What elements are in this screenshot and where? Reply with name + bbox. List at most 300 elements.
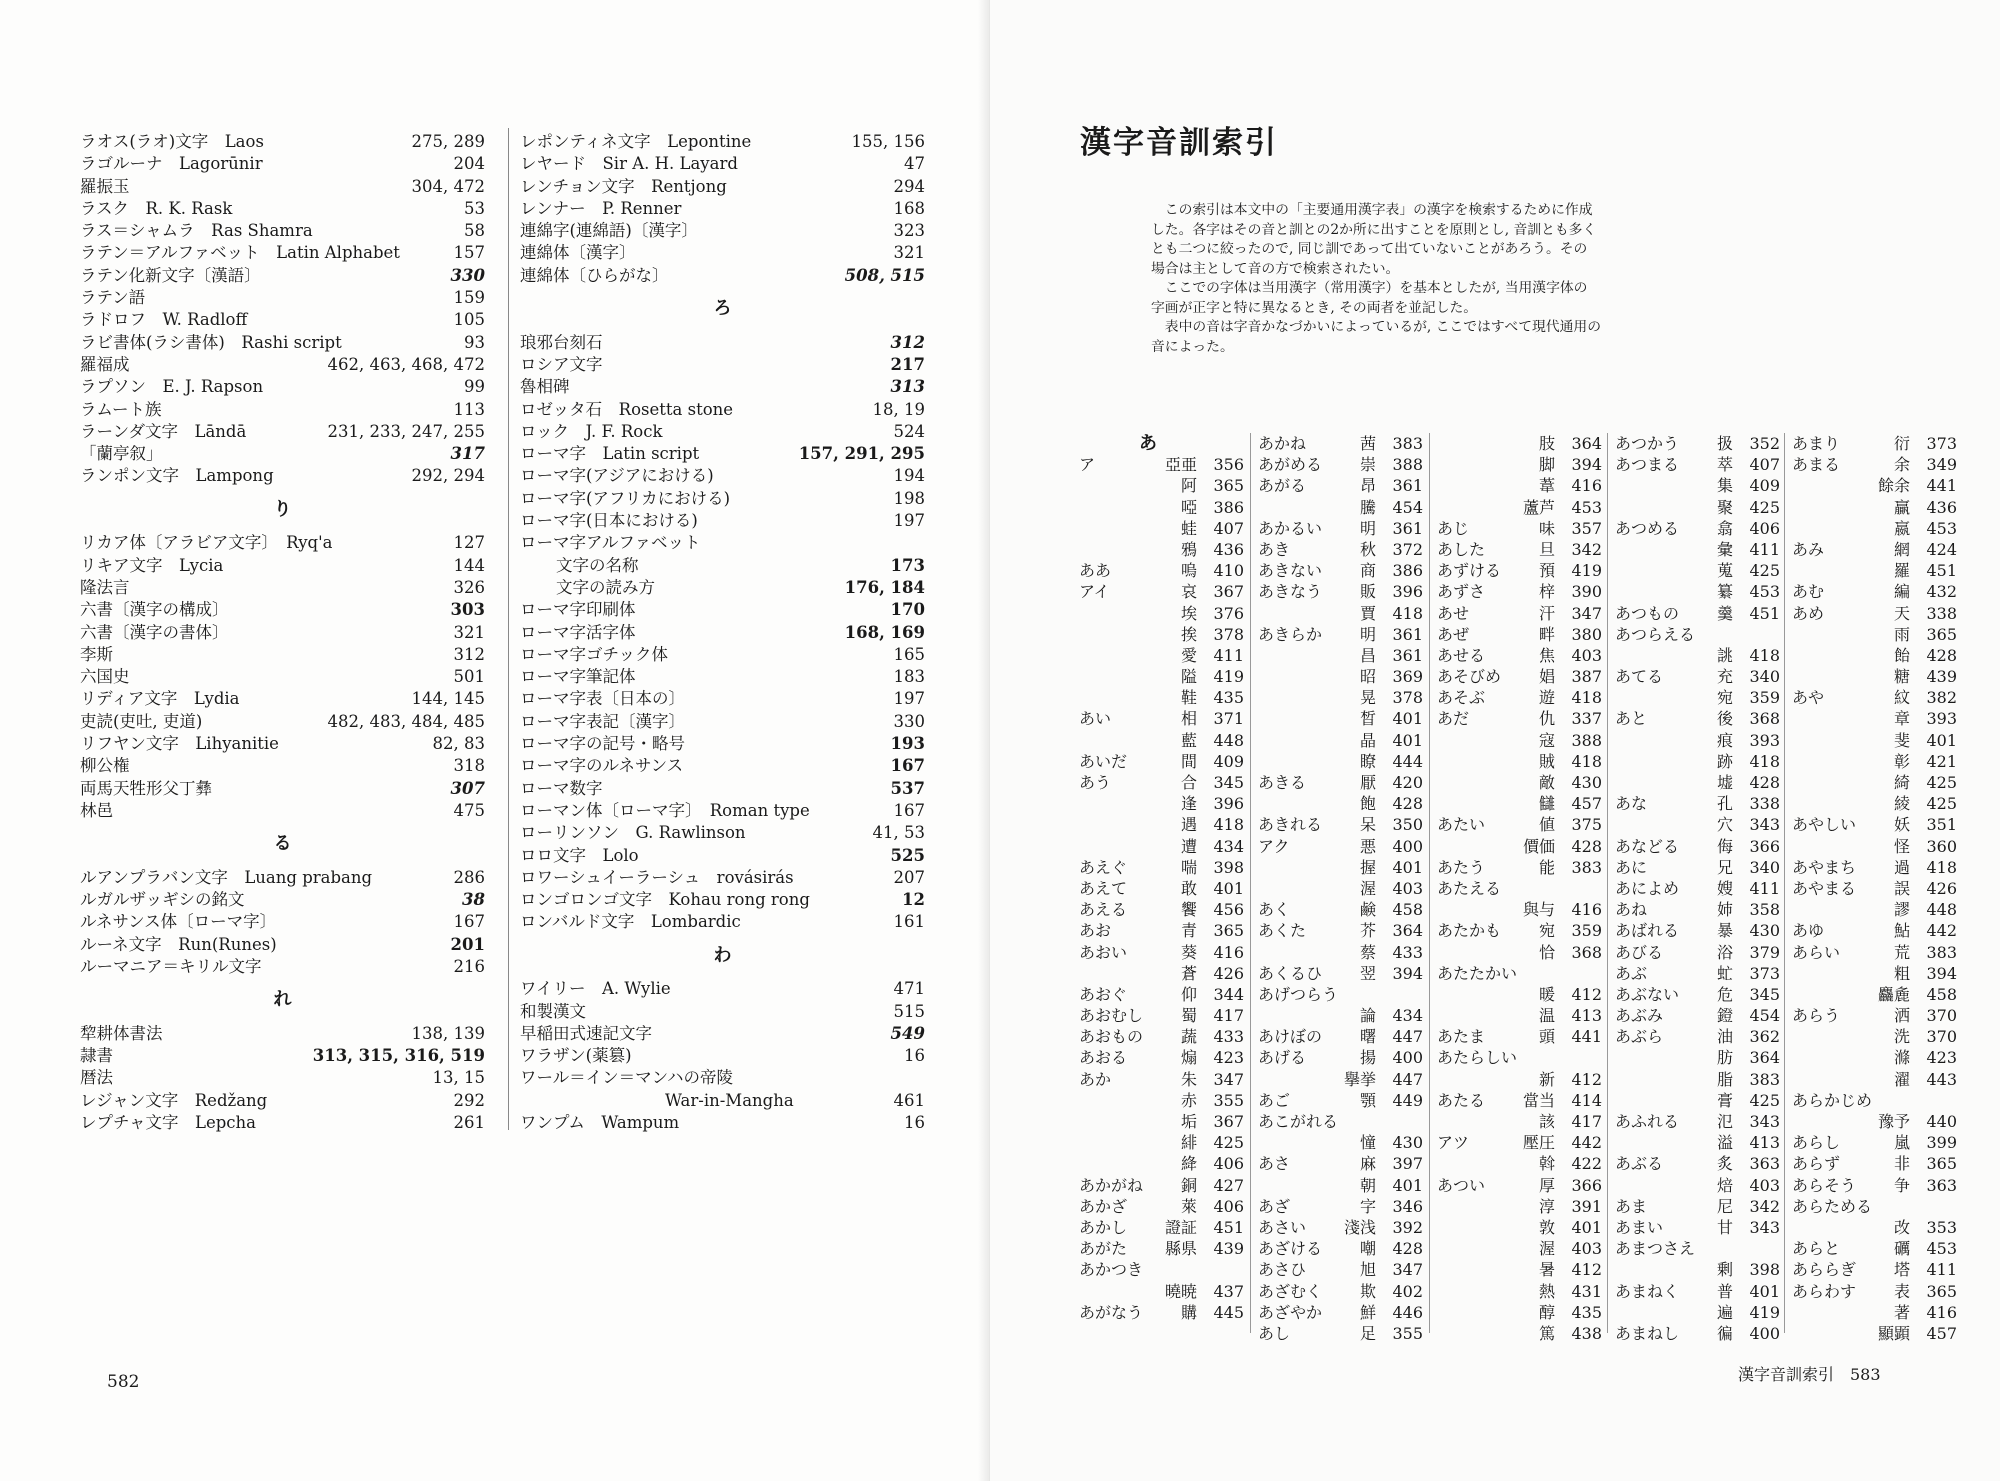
reading-kana: あざやか <box>1258 1302 1323 1322</box>
page-ref: 419 <box>1749 1302 1780 1322</box>
kanji-char: 秋 <box>1359 539 1376 559</box>
entry-term: 文字の読み方 <box>556 577 655 597</box>
reading-entry <box>1079 857 1244 878</box>
index-entry <box>520 555 925 577</box>
reading-entry <box>1258 1259 1423 1280</box>
page-ref: 342 <box>1749 1196 1780 1216</box>
page-ref: 409 <box>1749 476 1780 496</box>
kanji-char: 兄 <box>1716 857 1733 877</box>
kanji-char: 鮎 <box>1893 921 1910 941</box>
kanji-char: 怪 <box>1893 836 1910 856</box>
reading-entry <box>1437 1090 1602 1111</box>
page-ref: 457 <box>1571 794 1602 814</box>
page-ref: 401 <box>1926 730 1957 750</box>
index-entry <box>80 867 485 889</box>
page-ref: 447 <box>1392 1069 1423 1089</box>
reading-kana: あらわす <box>1792 1281 1857 1301</box>
index-entry <box>520 688 925 710</box>
page-ref: 401 <box>1392 709 1423 729</box>
kanji-char: 争 <box>1893 1175 1910 1195</box>
kanji-char: 顯顕 <box>1877 1323 1910 1343</box>
kanji-char: 塔 <box>1893 1260 1910 1280</box>
reading-entry <box>1258 920 1423 941</box>
kanji-char: 畔 <box>1538 624 1555 644</box>
kanji-char: 姉 <box>1716 900 1733 920</box>
entry-pages: 313, 315, 316, 519 <box>312 1046 485 1066</box>
entry-term: ロロ文字 Lolo <box>520 845 639 865</box>
reading-entry <box>1079 1005 1244 1026</box>
page-ref: 399 <box>1926 1133 1957 1153</box>
page-ref: 457 <box>1926 1323 1957 1343</box>
page-ref: 361 <box>1392 624 1423 644</box>
reading-kana: あずさ <box>1437 582 1486 602</box>
reading-entry <box>1079 475 1244 496</box>
reading-entry <box>1437 1238 1602 1259</box>
reading-entry <box>1258 603 1423 624</box>
entry-pages: 170 <box>890 600 925 620</box>
reading-entry <box>1615 751 1780 772</box>
kanji-char: 暴 <box>1716 921 1733 941</box>
kanji-char: 渥 <box>1359 878 1376 898</box>
reading-kana: あきる <box>1258 773 1307 792</box>
entry-pages: 326 <box>453 577 485 597</box>
entry-pages: 176, 184 <box>844 577 925 597</box>
kanji-char: 糖 <box>1893 667 1910 687</box>
page-ref: 425 <box>1749 561 1780 581</box>
entry-term: 魯相碑 <box>520 377 570 397</box>
reading-entry <box>1792 666 1957 687</box>
reading-entry <box>1079 963 1244 984</box>
kanji-char: 麻 <box>1359 1154 1376 1174</box>
reading-kana: あたま <box>1437 1027 1486 1047</box>
reading-entry <box>1792 1069 1957 1090</box>
kanji-char: 蔬 <box>1180 1027 1197 1047</box>
reading-kana: あばれる <box>1615 921 1680 941</box>
reading-entry <box>1615 984 1780 1005</box>
index-entry <box>80 889 485 911</box>
page-ref: 400 <box>1749 1323 1780 1343</box>
reading-kana: あに <box>1615 857 1648 877</box>
entry-pages: 159 <box>453 288 485 308</box>
page-ref: 427 <box>1213 1175 1244 1195</box>
reading-kana: あおる <box>1079 1048 1128 1068</box>
reading-kana: あか <box>1079 1069 1112 1089</box>
reading-entry <box>1079 666 1244 687</box>
page-ref: 388 <box>1571 730 1602 750</box>
index-entry <box>80 421 485 443</box>
reading-index-column <box>1792 433 1957 1344</box>
reading-entry <box>1079 497 1244 518</box>
reading-entry <box>1792 454 1957 475</box>
kanji-char: 危 <box>1716 984 1733 1004</box>
page-ref: 355 <box>1392 1323 1423 1343</box>
reading-entry <box>1079 920 1244 941</box>
reading-kana: あららぎ <box>1792 1260 1857 1280</box>
index-entry <box>80 688 485 710</box>
kanji-char: 妖 <box>1893 815 1910 835</box>
kanji-char: 頭 <box>1538 1027 1555 1047</box>
reading-kana: あらかじめ <box>1792 1090 1873 1110</box>
reading-entry <box>1792 475 1957 496</box>
page-ref: 393 <box>1749 730 1780 750</box>
reading-kana: あう <box>1079 773 1112 792</box>
entry-term: ローマ字筆記体 <box>520 667 636 687</box>
reading-entry <box>1258 1238 1423 1259</box>
reading-entry <box>1792 687 1957 708</box>
reading-kana: アツ <box>1437 1133 1470 1153</box>
kanji-char: 明 <box>1359 624 1376 644</box>
reading-entry <box>1079 708 1244 729</box>
kanji-char: 昌 <box>1359 645 1376 665</box>
page-ref: 363 <box>1926 1175 1957 1195</box>
reading-entry <box>1258 878 1423 899</box>
reading-entry <box>1079 454 1244 475</box>
entry-pages: 144 <box>453 555 485 575</box>
entry-term: リキア文字 Lycia <box>80 555 224 575</box>
kanji-char: 崇 <box>1359 455 1376 475</box>
reading-entry <box>1792 708 1957 729</box>
kanji-char: 仇 <box>1538 709 1555 729</box>
page-ref: 344 <box>1213 984 1244 1004</box>
page-ref: 446 <box>1392 1302 1423 1322</box>
reading-kana: あやまる <box>1792 878 1857 898</box>
kanji-char: 甘 <box>1716 1217 1733 1237</box>
reading-kana: あと <box>1615 709 1648 729</box>
page-ref: 378 <box>1213 624 1244 644</box>
page-ref: 412 <box>1571 1260 1602 1280</box>
kanji-char: 脚 <box>1538 455 1555 475</box>
kanji-char: 翕 <box>1716 518 1733 538</box>
entry-term: ロゼッタ石 Rosetta stone <box>520 399 734 419</box>
index-entry <box>520 577 925 599</box>
reading-entry <box>1615 433 1780 454</box>
kanji-char: 非 <box>1893 1154 1910 1174</box>
reading-kana: あざ <box>1258 1196 1291 1216</box>
reading-entry <box>1079 772 1244 793</box>
kanji-char: 擧挙 <box>1343 1069 1376 1089</box>
reading-entry <box>1615 814 1780 835</box>
reading-kana: あやまち <box>1792 857 1857 877</box>
kanji-char: 天 <box>1893 603 1910 623</box>
page-ref: 397 <box>1392 1154 1423 1174</box>
reading-entry <box>1258 1132 1423 1153</box>
index-entry <box>520 889 925 911</box>
page-ref: 436 <box>1926 497 1957 517</box>
kanji-char: 充 <box>1716 667 1733 687</box>
page-ref: 428 <box>1392 1239 1423 1259</box>
reading-entry <box>1258 730 1423 751</box>
page-ref: 434 <box>1213 836 1244 856</box>
reading-entry <box>1437 1217 1602 1238</box>
kanji-char: 宛 <box>1538 921 1555 941</box>
reading-entry <box>1079 1217 1244 1238</box>
reading-entry <box>1615 475 1780 496</box>
page-ref: 365 <box>1213 921 1244 941</box>
entry-pages: 167 <box>890 756 925 776</box>
page-ref: 361 <box>1392 518 1423 538</box>
page-ref: 449 <box>1392 1090 1423 1110</box>
page-ref: 382 <box>1926 688 1957 708</box>
entry-pages: 16 <box>904 1113 925 1133</box>
entry-term: レジャン文字 Redžang <box>80 1090 268 1110</box>
kanji-char: 淺浅 <box>1343 1217 1376 1237</box>
reading-entry <box>1258 624 1423 645</box>
column-rule <box>1607 433 1608 1333</box>
reading-kana: あま <box>1615 1196 1648 1216</box>
page-ref: 366 <box>1571 1175 1602 1195</box>
reading-entry <box>1258 433 1423 454</box>
index-entry <box>80 1090 485 1112</box>
kanji-char: 嘲 <box>1359 1239 1376 1259</box>
reading-kana: あまり <box>1792 434 1841 453</box>
page-ref: 400 <box>1392 1048 1423 1068</box>
entry-pages: 157, 291, 295 <box>798 444 925 464</box>
reading-kana: あおもの <box>1079 1027 1144 1047</box>
kanji-char: 鐙 <box>1716 1006 1733 1026</box>
page-ref: 416 <box>1571 900 1602 920</box>
reading-kana: あご <box>1258 1090 1291 1110</box>
kanji-char: 著 <box>1893 1302 1910 1322</box>
reading-kana: あえる <box>1079 900 1128 920</box>
index-entry <box>520 1001 925 1023</box>
reading-kana: あし <box>1258 1323 1291 1343</box>
kanji-char: 阿 <box>1180 476 1197 496</box>
reading-entry <box>1615 518 1780 539</box>
entry-term: ローマ字のルネサンス <box>520 756 684 776</box>
page-ref: 454 <box>1749 1006 1780 1026</box>
page-ref: 386 <box>1392 561 1423 581</box>
entry-term: ローマ字(アフリカにおける) <box>520 488 731 508</box>
reading-kana: あざける <box>1258 1239 1323 1259</box>
reading-kana: あらい <box>1792 942 1841 962</box>
entry-term: ルーネ文字 Run(Runes) <box>80 934 277 954</box>
reading-entry <box>1615 1259 1780 1280</box>
reading-entry <box>1792 730 1957 751</box>
reading-entry <box>1792 1047 1957 1068</box>
page-ref: 343 <box>1749 815 1780 835</box>
column-rule <box>508 128 509 1130</box>
page-ref: 393 <box>1926 709 1957 729</box>
page-ref: 439 <box>1926 667 1957 687</box>
page-ref: 396 <box>1392 582 1423 602</box>
reading-entry <box>1615 963 1780 984</box>
reading-kana: あたらしい <box>1437 1048 1518 1068</box>
kanji-char: 當当 <box>1522 1090 1555 1110</box>
page-ref: 387 <box>1571 667 1602 687</box>
reading-kana: あかがね <box>1079 1175 1144 1195</box>
reading-entry <box>1615 1069 1780 1090</box>
kanji-char: 販 <box>1359 582 1376 602</box>
index-entry <box>80 755 485 777</box>
entry-pages: 317 <box>450 444 485 464</box>
entry-term: 連綿体〔ひらがな〕 <box>520 265 669 285</box>
reading-entry <box>1615 1238 1780 1259</box>
page-ref: 394 <box>1571 455 1602 475</box>
index-entry <box>80 1023 485 1045</box>
entry-term: 早稲田式速記文字 <box>520 1023 652 1043</box>
kana-section-heading: ろ <box>713 298 732 320</box>
reading-entry <box>1258 984 1423 1005</box>
reading-kana: あまい <box>1615 1217 1664 1237</box>
entry-pages: 321 <box>893 243 925 263</box>
page-ref: 358 <box>1749 900 1780 920</box>
entry-pages: 173 <box>890 555 925 575</box>
page-ref: 410 <box>1213 561 1244 581</box>
entry-term: ロンゴロンゴ文字 Kohau rong rong <box>520 890 810 910</box>
reading-entry <box>1792 497 1957 518</box>
entry-pages: 197 <box>893 689 925 709</box>
reading-entry <box>1437 666 1602 687</box>
kanji-char: 瞭 <box>1359 751 1376 771</box>
reading-kana: ア <box>1079 455 1096 475</box>
index-entry <box>80 644 485 666</box>
page-ref: 345 <box>1749 984 1780 1004</box>
page-ref: 458 <box>1926 984 1957 1004</box>
kanji-char: 壓圧 <box>1522 1133 1555 1153</box>
kanji-char: 荒 <box>1893 942 1910 962</box>
reading-entry <box>1615 1047 1780 1068</box>
kanji-char: 温 <box>1538 1006 1555 1026</box>
reading-entry <box>1615 772 1780 793</box>
kanji-char: 渥 <box>1538 1239 1555 1259</box>
entry-term: ローマ字印刷体 <box>520 600 636 620</box>
kanji-char: 嗚 <box>1180 561 1197 581</box>
kanji-char: 蒼 <box>1180 963 1197 983</box>
index-entry <box>520 510 925 532</box>
entry-pages: 323 <box>893 221 925 241</box>
entry-pages: 13, 15 <box>432 1068 485 1088</box>
kanji-char: 逢 <box>1180 794 1197 814</box>
kanji-char: 賈 <box>1359 603 1376 623</box>
reading-kana: あつもの <box>1615 603 1680 623</box>
index-entry <box>80 376 485 398</box>
reading-kana: あきらか <box>1258 624 1323 644</box>
page-ref: 361 <box>1392 645 1423 665</box>
entry-pages: 294 <box>893 176 925 196</box>
kanji-char: 晳 <box>1359 709 1376 729</box>
column-rule <box>1250 433 1251 1333</box>
kanji-char: 青 <box>1180 921 1197 941</box>
kanji-char: 孔 <box>1716 794 1733 814</box>
reading-entry <box>1258 1090 1423 1111</box>
reading-entry <box>1258 1069 1423 1090</box>
page-ref: 361 <box>1392 476 1423 496</box>
index-entry <box>520 1067 925 1089</box>
reading-kana: あきれる <box>1258 815 1323 835</box>
entry-pages: 138, 139 <box>411 1023 485 1043</box>
kanji-char: 寇 <box>1538 730 1555 750</box>
kanji-char: 顎 <box>1359 1090 1376 1110</box>
page-ref: 428 <box>1749 773 1780 792</box>
kanji-char: 紋 <box>1893 688 1910 708</box>
entry-term: ラプソン E. J. Rapson <box>80 377 264 397</box>
index-entry <box>80 332 485 354</box>
reading-kana: あじ <box>1437 518 1470 538</box>
index-column-2 <box>520 131 925 1134</box>
reading-kana: あつまる <box>1615 455 1680 475</box>
reading-kana: あかし <box>1079 1217 1128 1237</box>
entry-term: ローマ字ゴチック体 <box>520 644 669 664</box>
reading-entry <box>1079 1238 1244 1259</box>
kanji-char: 葵 <box>1180 942 1197 962</box>
entry-term: 六書〔漢字の構成〕 <box>80 600 229 620</box>
heading-kana: あ <box>1139 433 1157 454</box>
page-ref: 359 <box>1749 688 1780 708</box>
page-ref: 442 <box>1571 1133 1602 1153</box>
page-ref: 379 <box>1749 942 1780 962</box>
entry-term: ラオス(ラオ)文字 Laos <box>80 132 264 151</box>
reading-entry <box>1258 793 1423 814</box>
kanji-char: 曉暁 <box>1164 1281 1197 1301</box>
entry-term: ルーマニア＝キリル文字 <box>80 956 262 976</box>
reading-entry <box>1437 793 1602 814</box>
index-entry <box>80 778 485 800</box>
entry-term: 文字の名称 <box>556 555 639 575</box>
reading-entry <box>1792 518 1957 539</box>
index-entry <box>520 488 925 510</box>
page-ref: 418 <box>1213 815 1244 835</box>
kanji-char: 醇 <box>1538 1302 1555 1322</box>
page-ref: 400 <box>1392 836 1423 856</box>
reading-entry <box>1615 1026 1780 1047</box>
page-ref: 371 <box>1213 709 1244 729</box>
reading-kana: あさ <box>1258 1154 1291 1174</box>
page-ref: 406 <box>1213 1154 1244 1174</box>
reading-kana: アイ <box>1079 582 1110 602</box>
kana-section-heading: る <box>273 833 292 855</box>
kanji-char: 隘 <box>1180 667 1197 687</box>
kanji-char: 尼 <box>1716 1196 1733 1216</box>
entry-term: ルネサンス体〔ローマ字〕 <box>80 912 277 932</box>
reading-entry <box>1615 793 1780 814</box>
index-entry <box>80 532 485 554</box>
reading-entry <box>1258 1005 1423 1026</box>
entry-term: ラゴルーナ Lagorūnir <box>80 154 263 174</box>
page-ref: 423 <box>1213 1048 1244 1068</box>
index-entry <box>520 599 925 621</box>
kanji-char: 間 <box>1180 751 1197 771</box>
reading-entry <box>1258 687 1423 708</box>
reading-entry <box>1258 1281 1423 1302</box>
reading-entry <box>1437 581 1602 602</box>
entry-pages: 167 <box>893 800 925 820</box>
index-entry <box>520 733 925 755</box>
kanji-char: 編 <box>1893 582 1910 602</box>
reading-entry <box>1792 433 1957 454</box>
reading-entry <box>1792 1196 1957 1217</box>
index-entry <box>80 711 485 733</box>
page-ref: 409 <box>1213 751 1244 771</box>
reading-kana: あらし <box>1792 1133 1841 1153</box>
entry-pages: 58 <box>464 221 485 241</box>
entry-term: War-in-Mangha <box>665 1090 794 1110</box>
reading-entry <box>1258 581 1423 602</box>
kanji-char: 與与 <box>1522 900 1555 920</box>
page-ref: 401 <box>1392 1175 1423 1195</box>
entry-pages: 231, 233, 247, 255 <box>327 421 485 441</box>
entry-pages: 286 <box>453 867 485 887</box>
kanji-char: 虻 <box>1716 963 1733 983</box>
kanji-char: 浴 <box>1716 942 1733 962</box>
entry-pages: 312 <box>453 644 485 664</box>
index-entry <box>80 934 485 956</box>
entry-pages: 127 <box>453 533 485 553</box>
reading-index-column <box>1437 433 1602 1344</box>
reading-entry <box>1079 814 1244 835</box>
page-number-left: 582 <box>107 1372 140 1392</box>
page-ref: 356 <box>1213 455 1244 475</box>
reading-entry <box>1437 899 1602 920</box>
